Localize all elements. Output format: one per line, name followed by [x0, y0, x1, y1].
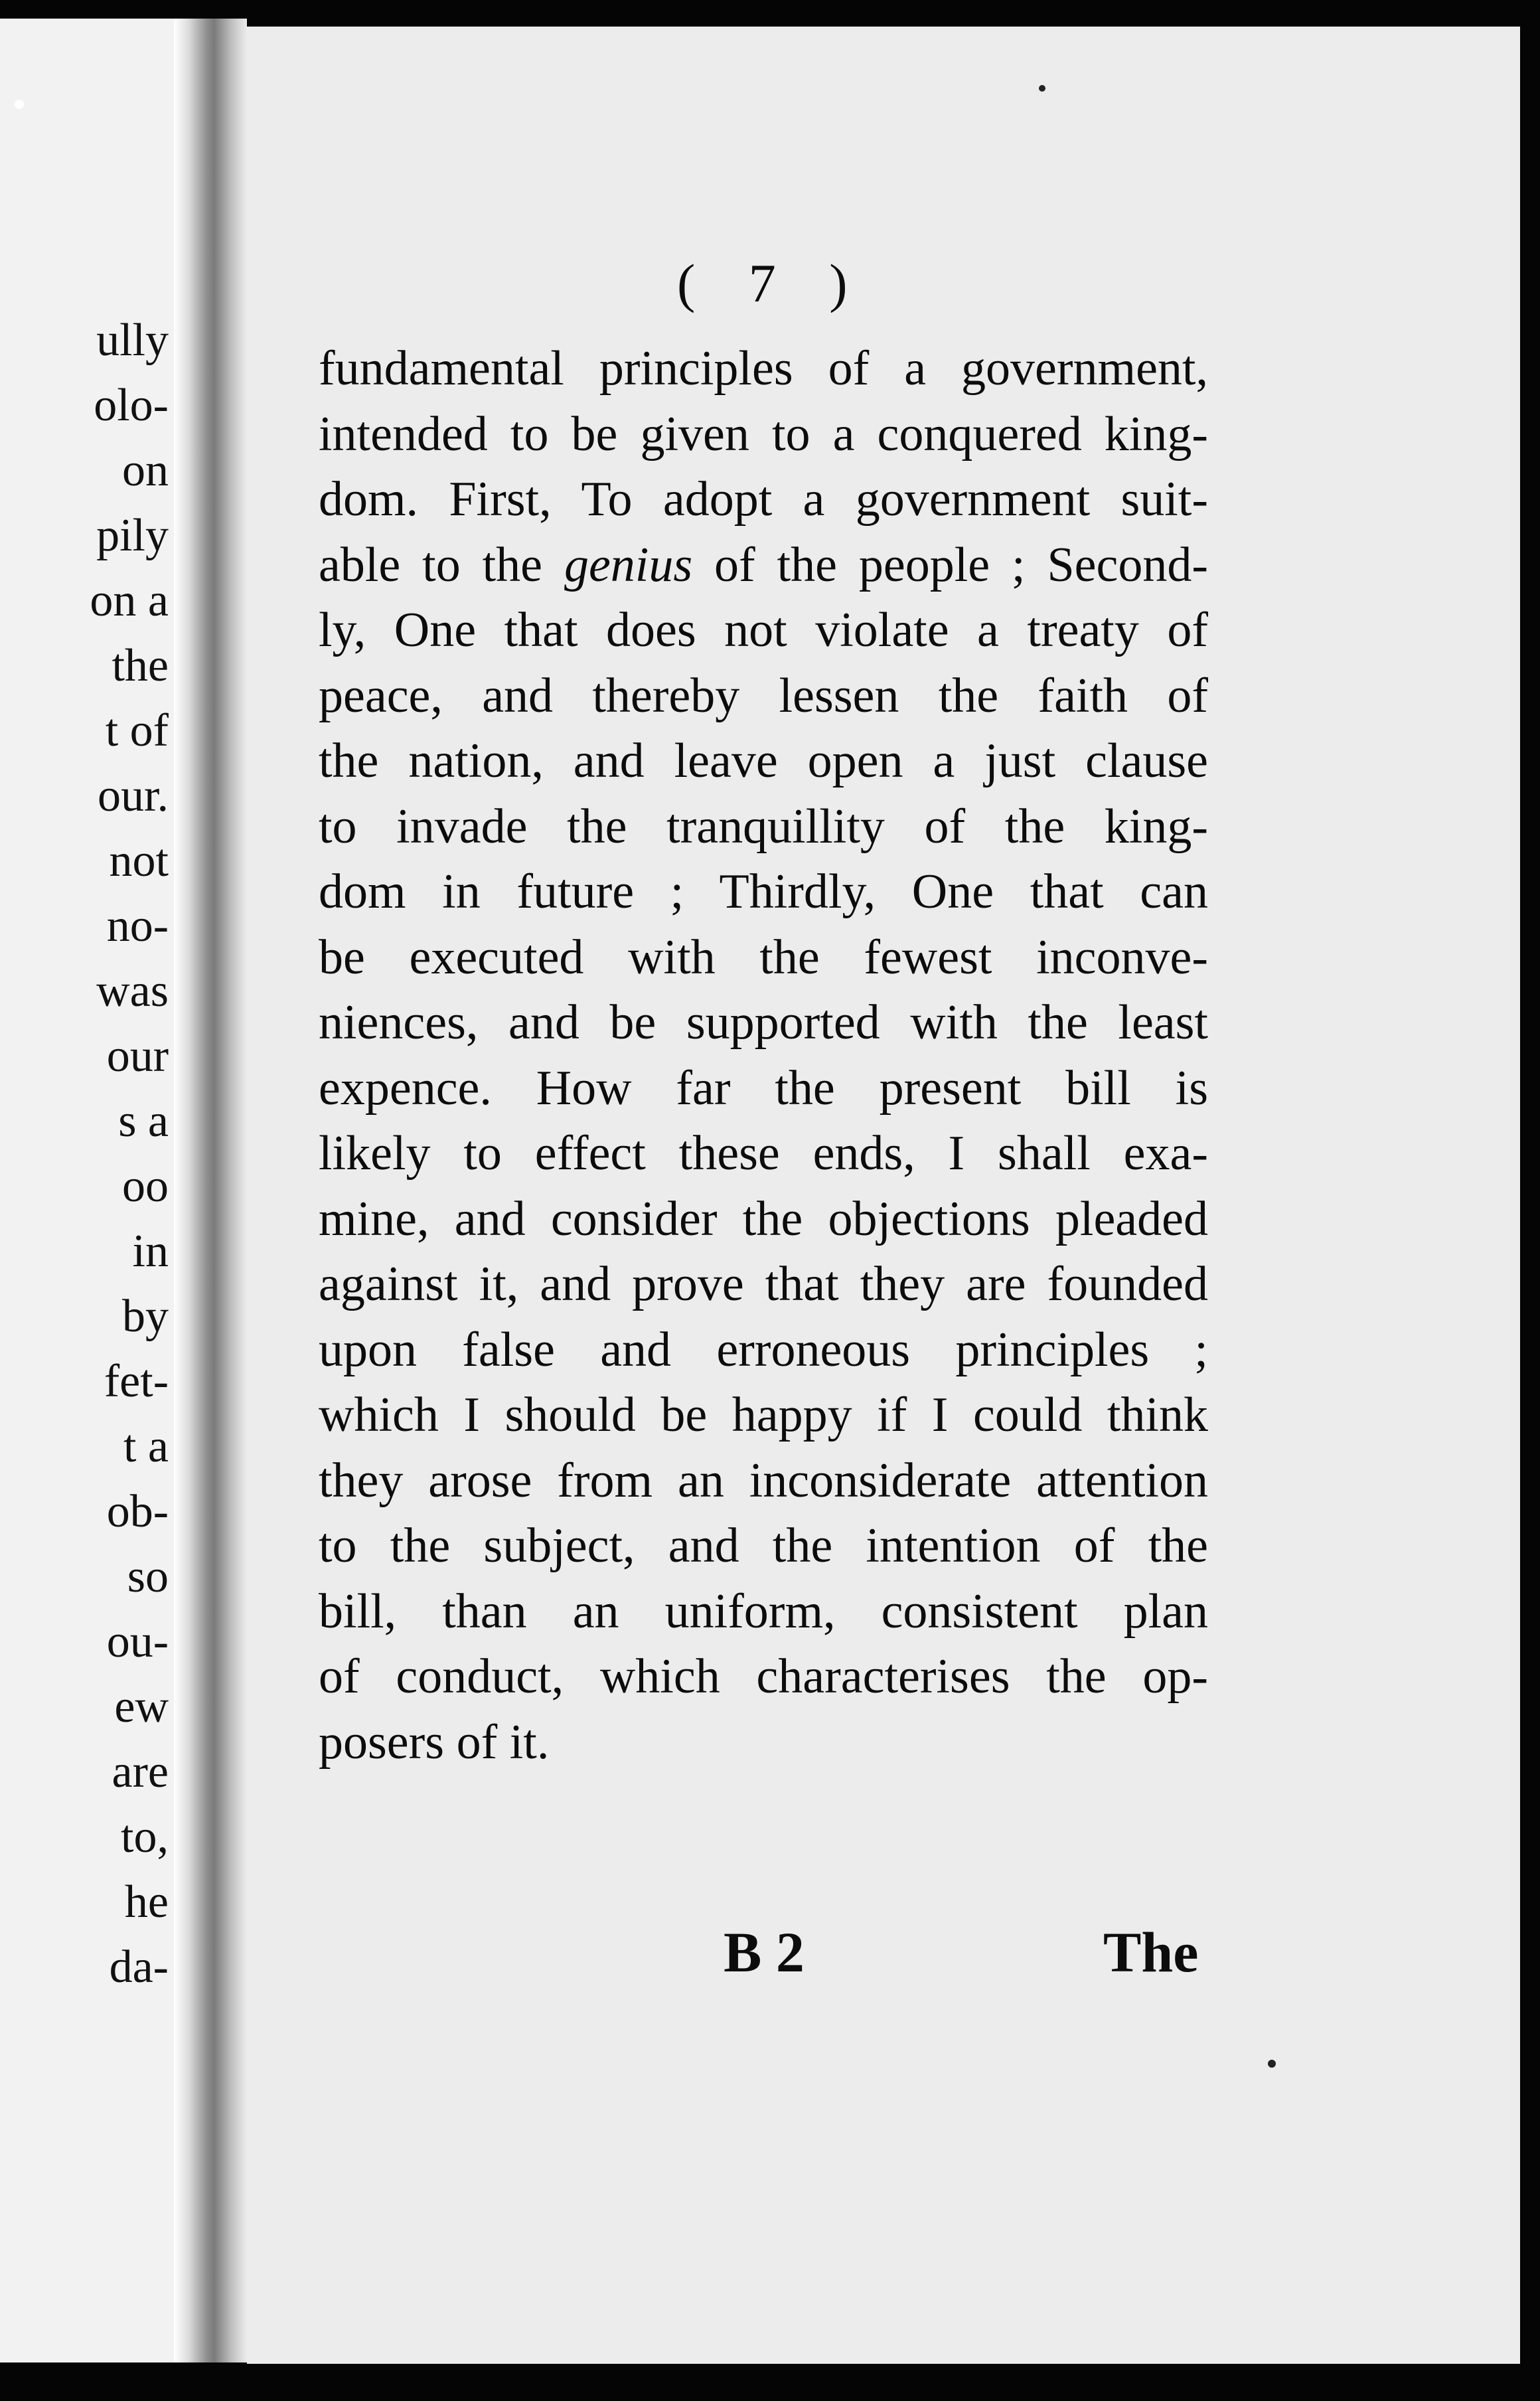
left-page-fragment: on a: [90, 575, 169, 626]
left-page-fragment: no-: [106, 900, 169, 952]
left-page-edge: [0, 19, 174, 2362]
left-page-fragment: da-: [109, 1942, 169, 1993]
left-page-fragment: our: [106, 1031, 169, 1082]
ink-speck: [1039, 85, 1045, 92]
left-page-fragment: so: [127, 1551, 169, 1602]
left-page-fragment: on: [122, 445, 169, 496]
left-page-fragment: s a: [118, 1096, 169, 1147]
text-line: fundamental principles of a government,: [319, 341, 1208, 396]
page-number: ( 7 ): [677, 253, 868, 313]
left-page-fragment: ully: [96, 315, 169, 366]
left-page-fragment: in: [132, 1226, 169, 1277]
left-page-fragment: not: [109, 835, 169, 886]
left-page-fragment: the: [112, 640, 169, 691]
left-page-fragment: t a: [123, 1421, 169, 1472]
left-page-fragment: to,: [121, 1811, 169, 1863]
text-line: likely to effect these ends, I shall exa-: [319, 1126, 1208, 1181]
left-page-fragment: t of: [105, 705, 169, 756]
left-page-fragment: olo-: [94, 380, 169, 431]
text-line: they arose from an inconsiderate attention: [319, 1453, 1208, 1508]
text-line: to invade the tranquillity of the king-: [319, 799, 1208, 854]
ink-speck: [1268, 2060, 1276, 2068]
left-page-fragment: was: [96, 965, 169, 1017]
left-page-fragment: by: [122, 1291, 169, 1342]
left-page-fragment: our.: [98, 770, 169, 821]
book-gutter: [174, 19, 247, 2362]
text-line: the nation, and leave open a just clause: [319, 734, 1208, 788]
text-line: expence. How far the present bill is: [319, 1060, 1208, 1116]
text-line: dom. First, To adopt a government suit-: [319, 472, 1208, 527]
text-line: be executed with the fewest inconve-: [319, 930, 1208, 985]
text-line: which I should be happy if I could think: [319, 1388, 1208, 1442]
text-line: posers of it.: [319, 1714, 550, 1770]
left-page-fragment: fet-: [104, 1356, 169, 1407]
text-line: against it, and prove that they are founded: [319, 1257, 1208, 1311]
text-line: intended to be given to a conquered king-: [319, 406, 1208, 461]
text-line: niences, and be supported with the least: [319, 995, 1208, 1050]
text-line: dom in future ; Thirdly, One that can: [319, 865, 1208, 919]
signature-mark: B 2: [724, 1920, 805, 1984]
catchword: The: [1103, 1920, 1199, 1984]
ink-speck: [15, 100, 24, 109]
text-line: ly, One that does not violate a treaty of: [319, 603, 1208, 657]
left-page-fragment: ew: [114, 1681, 169, 1732]
left-page-fragment: oo: [122, 1161, 169, 1212]
left-page-fragment: ou-: [106, 1616, 169, 1667]
left-page-fragment: pily: [96, 510, 169, 561]
left-page-fragment: are: [112, 1746, 169, 1797]
left-page-fragment: ob-: [106, 1486, 169, 1537]
left-page-fragment: he: [124, 1876, 169, 1928]
text-line: able to the genius of the people ; Second-: [319, 537, 1209, 592]
text-line: bill, than an uniform, consistent plan: [319, 1584, 1208, 1639]
text-line: peace, and thereby lessen the faith of: [319, 668, 1208, 723]
text-line: mine, and consider the objections pleaded: [319, 1191, 1208, 1246]
text-line: to the subject, and the intention of the: [319, 1519, 1208, 1573]
text-line: upon false and erroneous principles ;: [319, 1322, 1208, 1377]
text-line: of conduct, which characterises the op-: [319, 1649, 1208, 1704]
